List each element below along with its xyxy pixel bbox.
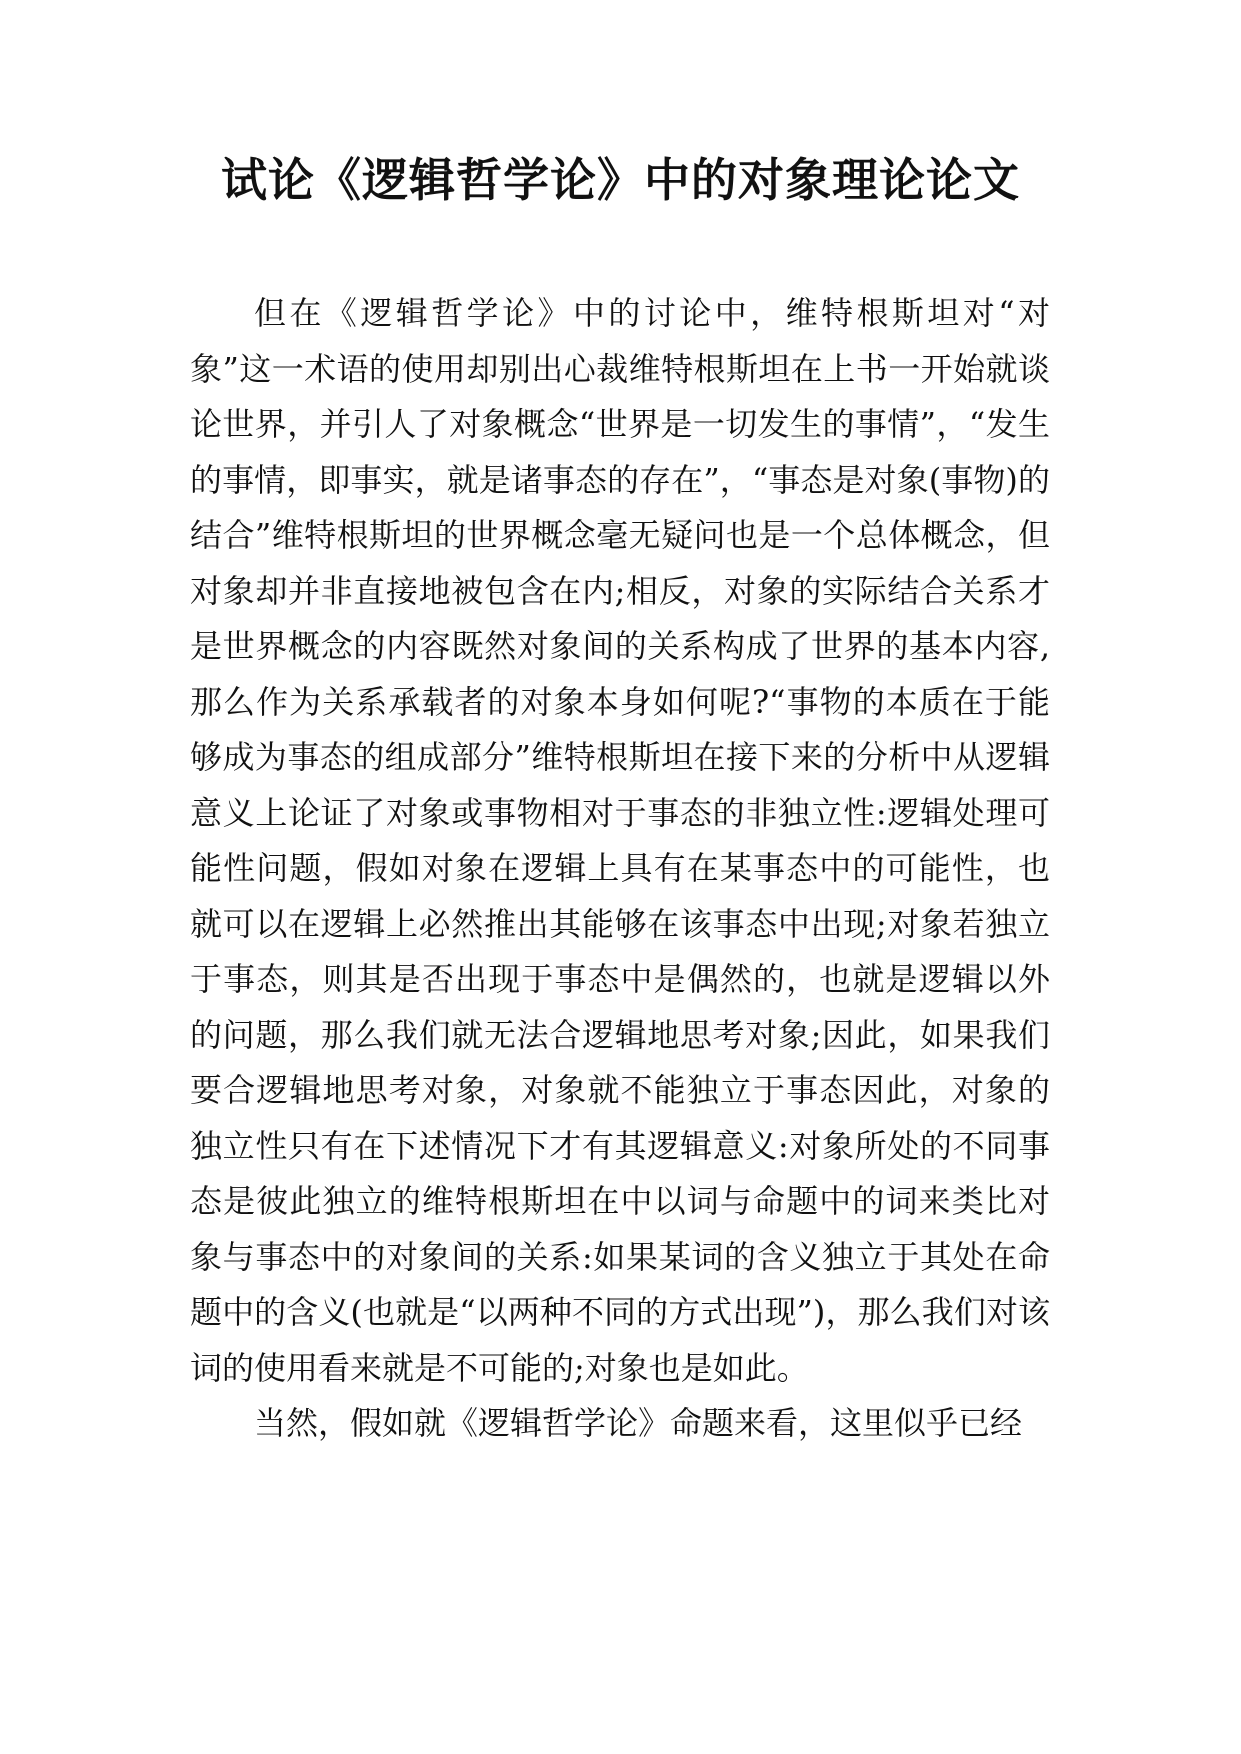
paragraph-2: 当然，假如就《逻辑哲学论》命题来看，这里似乎已经 xyxy=(254,1404,1023,1442)
document-title: 试论《逻辑哲学论》中的对象理论论文 xyxy=(221,153,1020,207)
document-body xyxy=(190,286,1050,1452)
paragraph-1: 但在《逻辑哲学论》中的讨论中，维特根斯坦对“对象”这一术语的使用却别出心裁维特根斯坦在上书一开始就谈论世界，并引人了对象概念“世界是一切发生的事情”，“发生的事情，即事实，就是诸事态的存在”，“事态是对象(事物)的结合”维特根斯坦的世界概念毫无疑问也是一个总体概念，但对象却并非直接地被包含在内;相反，对象的实际结合关系才是世界概念的内容既然对象间的关系构成了世界的基本内容,那么作为关系承载者的对象本身如何呢?“事物的本质在于能够成为事态的组成部分”维特根斯坦在接下来的分析中从逻辑意义上论证了对象或事物相对于事态的非独立性:逻辑处理可能性问题，假如对象在逻辑上具有在某事态中的可能性，也就可以在逻辑上必然推出其能够在该事态中出现;对象若独立于事态，则其是否出现于事态中是偶然的，也就是逻辑以外的问题，那么我们就无法合逻辑地思考对象;因此，如果我们要合逻辑地思考对象，对象就不能独立于事态因此，对象的独立性只有在下述情况下才有其逻辑意义:对象所处的不同事态是彼此独立的维特根斯坦在中以词与命题中的词来类比对象与事态中的对象间的关系:如果某词的含义独立于其处在命题中的含义(也就是“以两种不同的方式出现”)，那么我们对该词的使用看来就是不可能的;对象也是如此。 xyxy=(190,294,1050,1387)
